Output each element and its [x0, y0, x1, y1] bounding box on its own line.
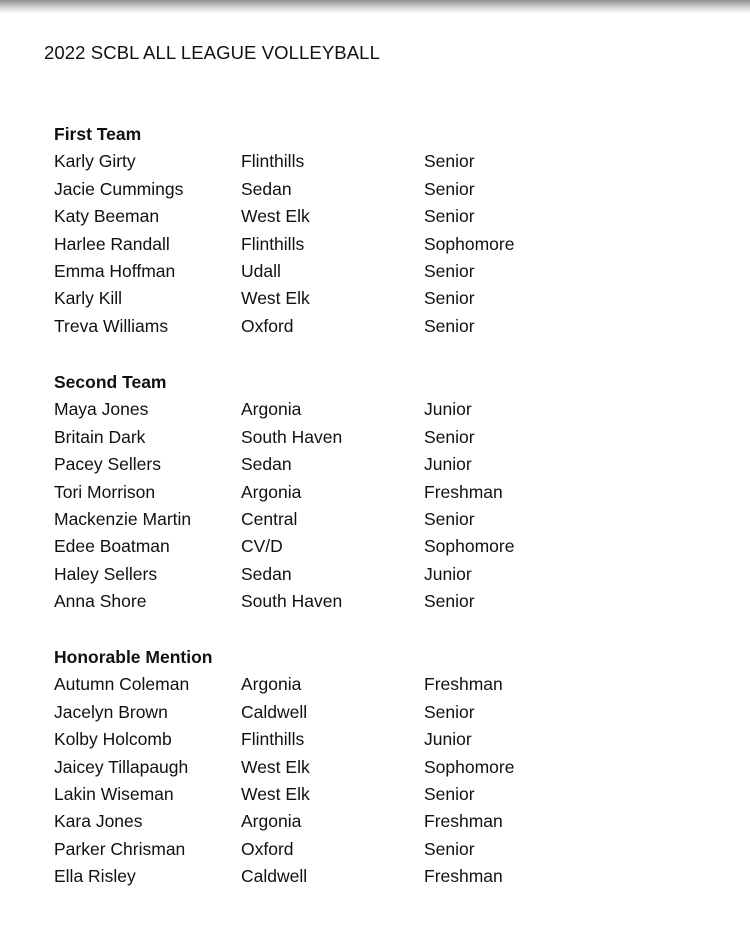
player-school: Oxford [241, 315, 294, 336]
player-year: Senior [424, 178, 475, 199]
table-row [54, 836, 654, 863]
player-year: Freshman [424, 674, 503, 695]
player-year: Senior [424, 151, 475, 172]
table-row [54, 699, 654, 726]
player-name: Katy Beeman [54, 206, 160, 227]
player-year: Junior [424, 454, 472, 475]
table-row [54, 396, 654, 423]
player-year: Junior [424, 563, 472, 584]
table-row [54, 258, 654, 285]
player-school: West Elk [241, 206, 310, 227]
table-row [54, 148, 654, 175]
table-row [54, 561, 654, 588]
section-heading: Honorable Mention [54, 647, 213, 667]
player-name: Jacelyn Brown [54, 701, 168, 722]
section-first-team [54, 121, 654, 340]
player-year: Senior [424, 315, 475, 336]
table-row [54, 754, 654, 781]
player-name: Haley Sellers [54, 563, 158, 584]
player-name: Lakin Wiseman [54, 783, 174, 804]
player-year: Freshman [424, 481, 503, 502]
player-year: Senior [424, 426, 475, 447]
player-school: Caldwell [241, 866, 308, 887]
player-year: Freshman [424, 811, 503, 832]
player-year: Senior [424, 701, 475, 722]
table-row [54, 726, 654, 753]
table-row [54, 424, 654, 451]
section-heading: First Team [54, 124, 142, 144]
player-school: West Elk [241, 783, 310, 804]
player-year: Senior [424, 508, 475, 529]
table-row [54, 313, 654, 340]
player-name: Britain Dark [54, 426, 146, 447]
player-school: Udall [241, 260, 281, 281]
player-school: West Elk [241, 756, 310, 777]
player-school: Flinthills [241, 729, 305, 750]
player-name: Pacey Sellers [54, 454, 161, 475]
player-name: Treva Williams [54, 315, 169, 336]
player-name: Mackenzie Martin [54, 508, 192, 529]
player-school: Argonia [241, 811, 302, 832]
table-row [54, 506, 654, 533]
player-school: Central [241, 508, 298, 529]
top-edge-shadow [0, 0, 750, 14]
player-name: Autumn Coleman [54, 674, 190, 695]
table-row [54, 588, 654, 615]
player-name: Kara Jones [54, 811, 143, 832]
player-year: Senior [424, 838, 475, 859]
table-row [54, 671, 654, 698]
player-school: South Haven [241, 426, 343, 447]
player-year: Freshman [424, 866, 503, 887]
player-school: Flinthills [241, 151, 305, 172]
table-row [54, 533, 654, 560]
table-row [54, 781, 654, 808]
player-year: Sophomore [424, 536, 515, 557]
player-name: Karly Girty [54, 151, 136, 172]
table-row [54, 863, 654, 890]
player-school: Argonia [241, 481, 302, 502]
player-school: Sedan [241, 178, 292, 199]
player-year: Sophomore [424, 756, 515, 777]
player-name: Jacie Cummings [54, 178, 184, 199]
player-year: Junior [424, 399, 472, 420]
player-year: Senior [424, 591, 475, 612]
player-school: Oxford [241, 838, 294, 859]
player-name: Anna Shore [54, 591, 147, 612]
player-school: Caldwell [241, 701, 308, 722]
player-school: West Elk [241, 288, 310, 309]
player-name: Emma Hoffman [54, 260, 176, 281]
table-row [54, 203, 654, 230]
player-year: Junior [424, 729, 472, 750]
player-year: Senior [424, 783, 475, 804]
player-name: Jaicey Tillapaugh [54, 756, 189, 777]
document-title: 2022 SCBL ALL LEAGUE VOLLEYBALL [44, 42, 380, 63]
player-school: Argonia [241, 399, 302, 420]
table-row [54, 451, 654, 478]
player-name: Kolby Holcomb [54, 729, 172, 750]
player-name: Parker Chrisman [54, 838, 186, 859]
section-honorable-mention [54, 644, 654, 891]
player-school: South Haven [241, 591, 343, 612]
table-row [54, 231, 654, 258]
player-school: Sedan [241, 454, 292, 475]
table-row [54, 479, 654, 506]
section-heading: Second Team [54, 372, 167, 392]
table-row [54, 285, 654, 312]
player-school: CV/D [241, 536, 283, 557]
player-year: Senior [424, 260, 475, 281]
player-school: Flinthills [241, 233, 305, 254]
player-year: Senior [424, 288, 475, 309]
player-school: Argonia [241, 674, 302, 695]
player-name: Tori Morrison [54, 481, 156, 502]
player-name: Harlee Randall [54, 233, 170, 254]
table-row [54, 808, 654, 835]
player-year: Sophomore [424, 233, 515, 254]
player-year: Senior [424, 206, 475, 227]
table-row [54, 176, 654, 203]
player-name: Karly Kill [54, 288, 123, 309]
player-name: Maya Jones [54, 399, 149, 420]
player-name: Ella Risley [54, 866, 136, 887]
section-second-team [54, 369, 654, 616]
player-school: Sedan [241, 563, 292, 584]
player-name: Edee Boatman [54, 536, 170, 557]
